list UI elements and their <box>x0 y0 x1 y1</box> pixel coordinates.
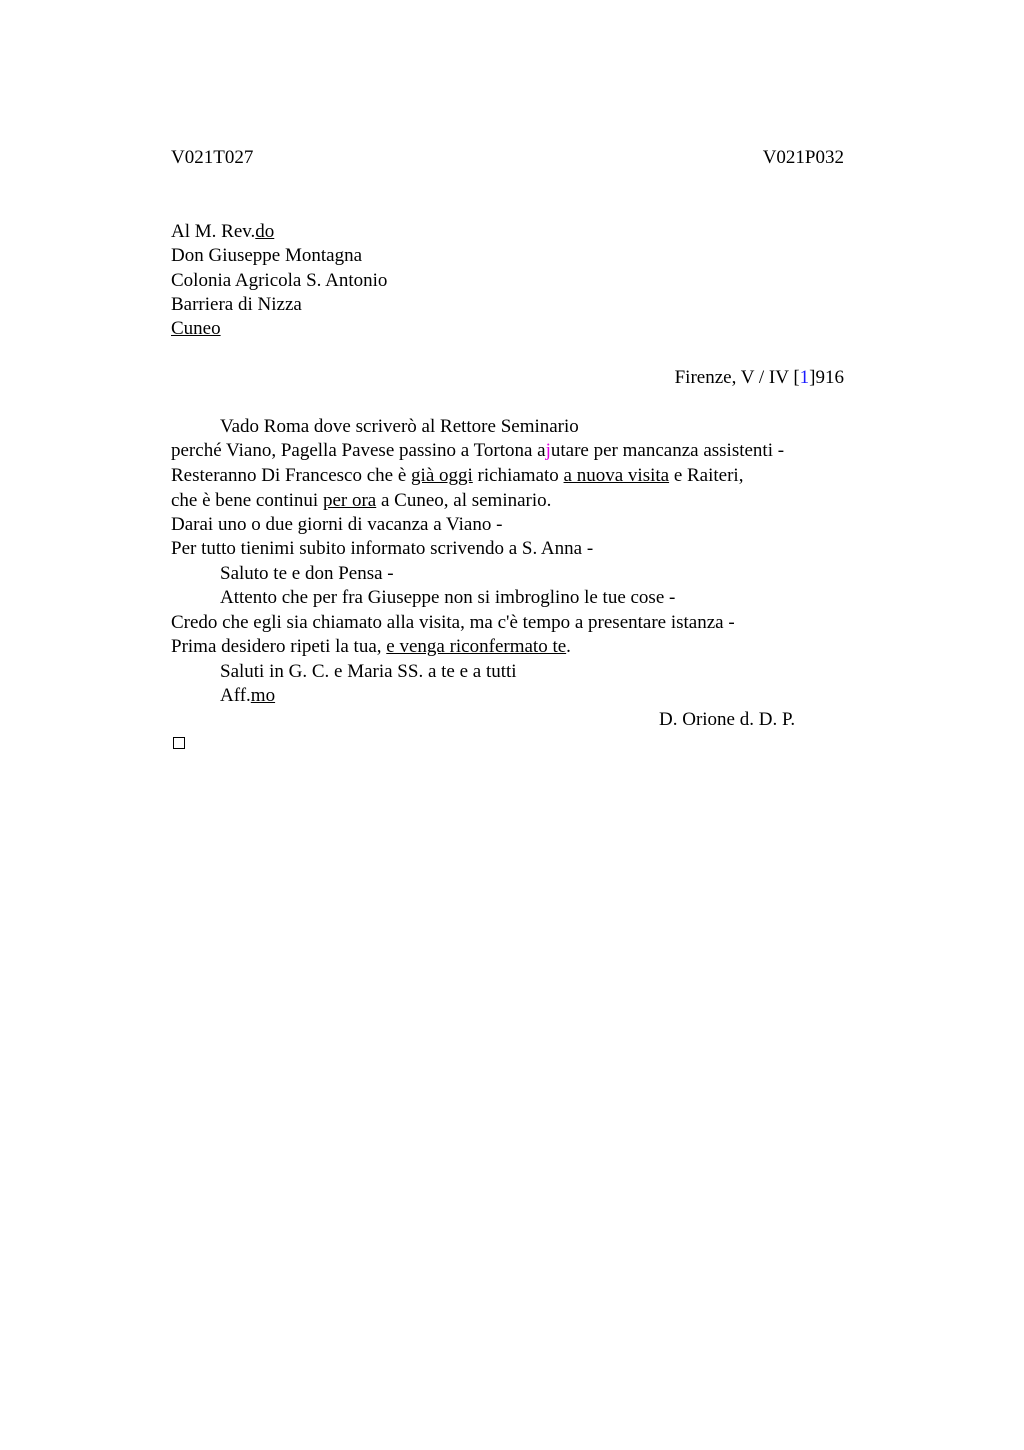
address-line-5: Cuneo <box>171 318 221 339</box>
document-code-right: V021P032 <box>762 147 844 168</box>
body-line-2: perché Viano, Pagella Pavese passino a Tortona ajutare per mancanza assistenti - <box>171 440 785 461</box>
body-line-3: Resteranno Di Francesco che è già oggi richiamato a nuova visita e Raiteri, <box>171 465 744 486</box>
body-line-8: Attento che per fra Giuseppe non si imbroglino le tue cose - <box>220 587 676 608</box>
address-line-1: Al M. Rev.do <box>171 221 275 242</box>
address-line-2: Don Giuseppe Montagna <box>171 245 363 266</box>
address-line-3: Colonia Agricola S. Antonio <box>171 270 388 291</box>
body-line-7: Saluto te e don Pensa - <box>220 563 394 584</box>
body-line-6: Per tutto tienimi subito informato scrivendo a S. Anna - <box>171 538 594 559</box>
body-line-10: Prima desidero ripeti la tua, e venga riconfermato te. <box>171 636 571 657</box>
document-code-left: V021T027 <box>171 147 254 168</box>
body-line-1: Vado Roma dove scriverò al Rettore Seminario <box>220 416 579 437</box>
body-line-5: Darai uno o due giorni di vacanza a Viano - <box>171 514 503 535</box>
body-line-4: che è bene continui per ora a Cuneo, al seminario. <box>171 490 552 511</box>
address-line-4: Barriera di Nizza <box>171 294 302 315</box>
body-line-9: Credo che egli sia chiamato alla visita, ma c'è tempo a presentare istanza - <box>171 612 735 633</box>
signature: D. Orione d. D. P. <box>659 709 796 730</box>
closing-line: Aff.mo <box>220 685 276 706</box>
checkbox-square-icon <box>173 737 185 749</box>
letter-date: Firenze, V / IV [1]916 <box>674 367 844 388</box>
body-line-11: Saluti in G. C. e Maria SS. a te e a tutti <box>220 661 517 682</box>
